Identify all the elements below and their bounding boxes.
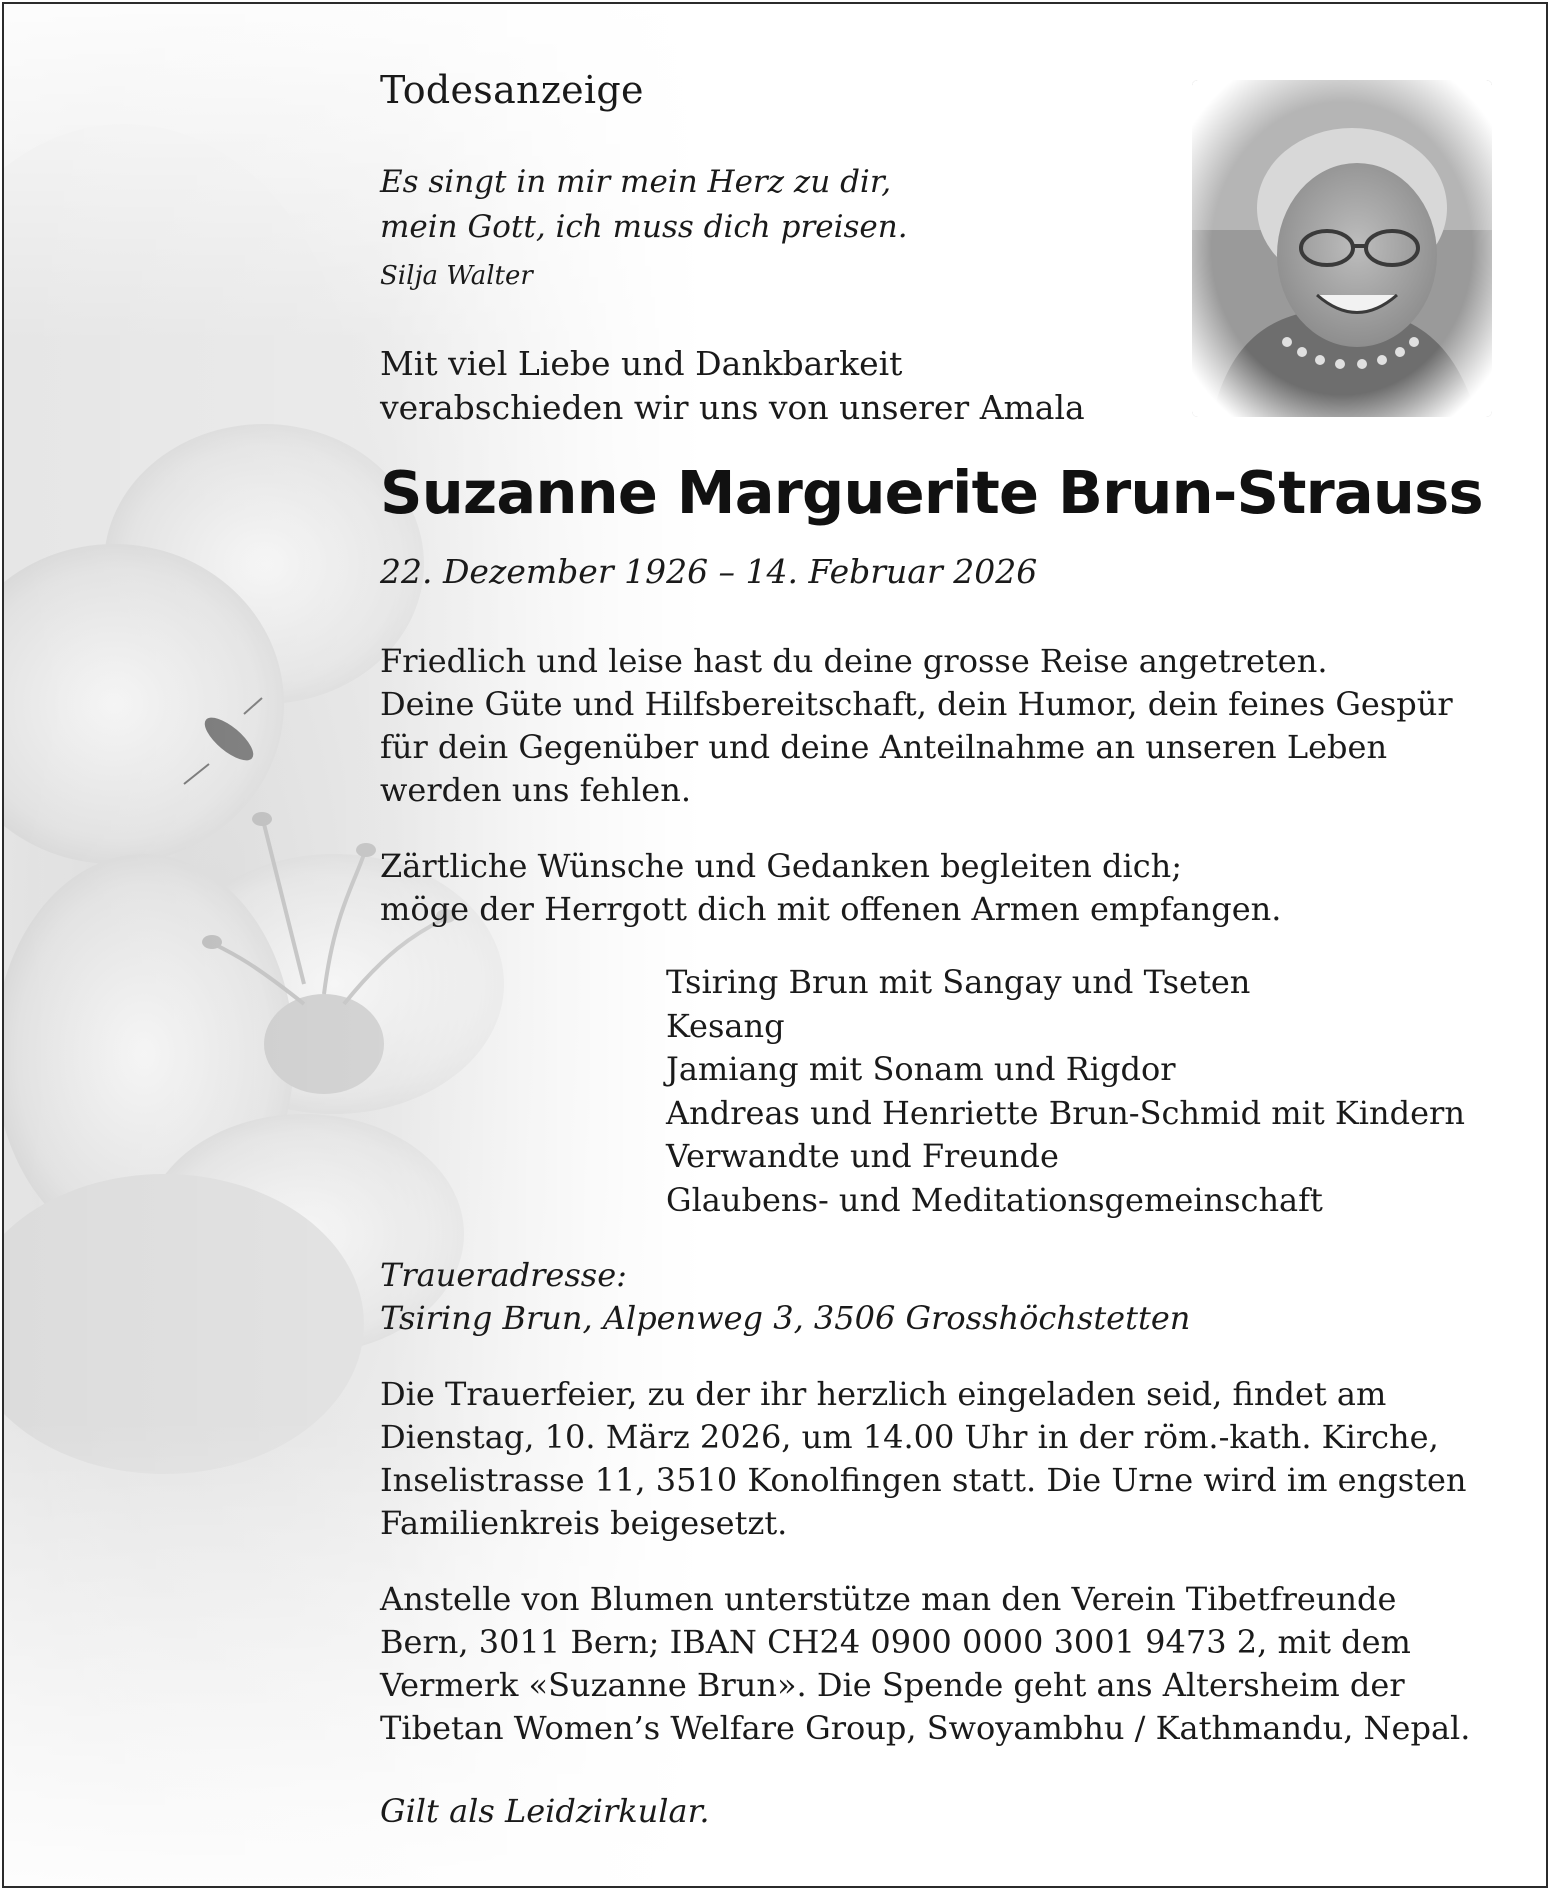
paragraph-line: Deine Güte und Hilfsbereitschaft, dein Humor, dein feines Gespür [380, 685, 1453, 723]
mourner-entry: Tsiring Brun mit Sangay und Tseten [666, 963, 1251, 1001]
intro-text [380, 342, 1085, 430]
paragraph-line: Dienstag, 10. März 2026, um 14.00 Uhr in der röm.-kath. Kirche, [380, 1418, 1439, 1456]
paragraph-line: möge der Herrgott dich mit offenen Armen empfangen. [380, 890, 1282, 928]
mourner-entry: Andreas und Henriette Brun-Schmid mit Kindern [666, 1093, 1465, 1132]
intro-line: Mit viel Liebe und Dankbarkeit [380, 344, 903, 383]
mourners-list [666, 961, 1465, 1222]
paragraph-line: Anstelle von Blumen unterstütze man den Verein Tibetfreunde [380, 1580, 1397, 1618]
paragraph-line: für dein Gegenüber und deine Anteilnahme an unseren Leben [380, 728, 1388, 766]
paragraph-line: Familienkreis beigesetzt. [380, 1504, 788, 1542]
mourning-address [380, 1254, 1190, 1340]
paragraph-line: Tibetan Women’s Welfare Group, Swoyambhu / Kathmandu, Nepal. [380, 1709, 1471, 1747]
donation-paragraph [380, 1578, 1470, 1750]
paragraph-line: Bern, 3011 Bern; IBAN CH24 0900 0000 3001 9473 2, mit dem [380, 1623, 1411, 1661]
ceremony-paragraph [380, 1373, 1467, 1545]
paragraph-line: Zärtliche Wünsche und Gedanken begleiten dich; [380, 847, 1183, 885]
portrait-photo [1192, 80, 1492, 417]
mourner-entry: Glaubens- und Meditationsgemeinschaft [666, 1180, 1323, 1219]
motto-line: mein Gott, ich muss dich preisen. [380, 209, 908, 245]
closing-note: Gilt als Leidzirkular. [380, 1792, 710, 1830]
wishes-paragraph [380, 845, 1281, 931]
paragraph-line: Inselistrasse 11, 3510 Konolfingen statt. Die Urne wird im engsten [380, 1461, 1467, 1499]
paragraph-line: Friedlich und leise hast du deine grosse Reise angetreten. [380, 642, 1328, 680]
obituary-page [2, 2, 1548, 1888]
paragraph-line: werden uns fehlen. [380, 771, 691, 809]
paragraph-line: Vermerk «Suzanne Brun». Die Spende geht ans Altersheim der [380, 1666, 1405, 1704]
motto-author: Silja Walter [380, 261, 533, 291]
motto-line: Es singt in mir mein Herz zu dir, [380, 164, 892, 200]
address-line: Tsiring Brun, Alpenweg 3, 3506 Grosshöchstetten [380, 1299, 1191, 1337]
farewell-paragraph [380, 640, 1453, 812]
notice-label: Todesanzeige [380, 68, 644, 112]
mourner-entry: Kesang [666, 1006, 785, 1045]
paragraph-line: Die Trauerfeier, zu der ihr herzlich eingeladen seid, findet am [380, 1375, 1387, 1413]
mourner-entry: Verwandte und Freunde [666, 1137, 1059, 1175]
deceased-name: Suzanne Marguerite Brun-Strauss [380, 458, 1483, 527]
motto-quote [380, 160, 908, 250]
mourner-entry: Jamiang mit Sonam und Rigdor [666, 1050, 1176, 1088]
portrait-image [1192, 80, 1492, 417]
address-label: Traueradresse: [380, 1256, 627, 1294]
intro-line: verabschieden wir uns von unserer Amala [380, 388, 1085, 427]
life-dates: 22. Dezember 1926 – 14. Februar 2026 [380, 552, 1038, 591]
